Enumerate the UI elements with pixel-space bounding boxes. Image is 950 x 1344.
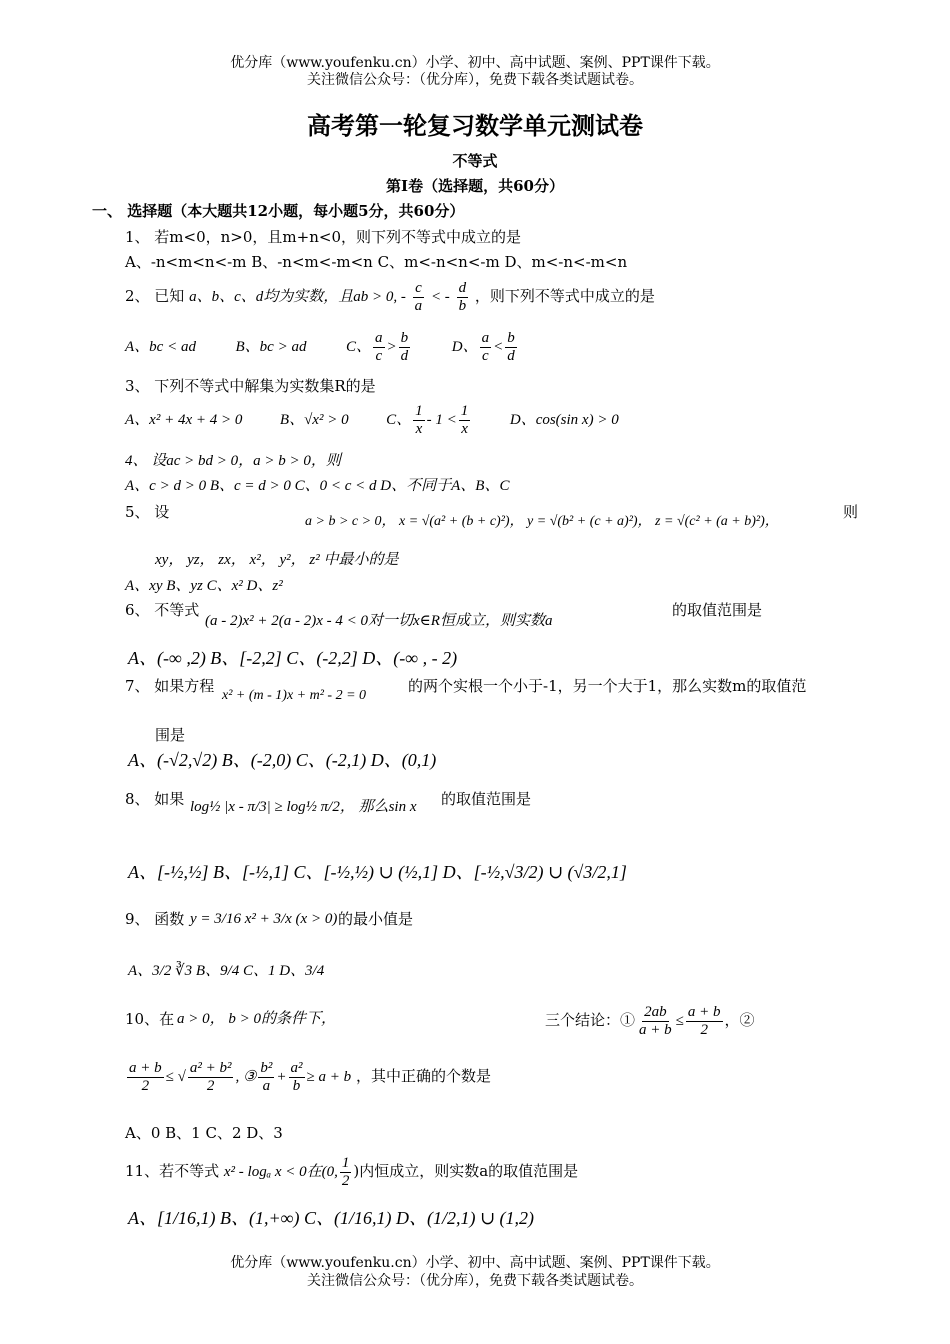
q3-option-c-mid: - 1 < <box>426 412 457 428</box>
q9-post: 的最小值是 <box>338 910 414 928</box>
q11-pre: 11、若不等式 <box>125 1162 220 1180</box>
q3-option-d: D、cos(sin x) > 0 <box>509 412 619 428</box>
subtitle: 不等式 <box>452 152 498 170</box>
q9-options: A、3/2 ∛3 B、9/4 C、1 D、3/4 <box>128 963 325 979</box>
q10-c2: ，② <box>724 1011 755 1029</box>
section-heading: 一、 选择题（本大题共12小题，每小题5分，共60分） <box>92 202 465 220</box>
q7-formula: x² + (m - 1)x + m² - 2 = 0 <box>222 688 367 703</box>
q10-c1: ≤ <box>675 1013 684 1029</box>
q8-post: 的取值范围是 <box>441 790 532 808</box>
q1-stem: 1、 若m<0，n>0，且m+n<0，则下列不等式中成立的是 <box>125 228 521 246</box>
header-line-1: 优分库（www.youfenku.cn）小学、初中、高中试题、案例、PPT课件下载。 <box>230 55 720 71</box>
header-line-2: 关注微信公众号：（优分库），免费下载各类试题试卷。 <box>307 72 643 88</box>
q9-pre: 9、 函数 <box>125 910 185 928</box>
q6-options: A、(-∞ ,2) B、[-2,2] C、(-2,2] D、(-∞ , - 2) <box>128 648 458 668</box>
q10-line2: $\frac{a + b}{2}$ ≤ √ $\frac{\text{a² + b²}}{2}$ , ③ $\frac{\text{b²}}{a}$ + $\frac{\text{a²}}{b}$ ≥ a + b ，其中正确的个数是 <box>129 1060 491 1094</box>
q7-options: A、(-√2,√2) B、(-2,0) C、(-2,1) D、(0,1) <box>128 750 437 770</box>
footer-line-2: 关注微信公众号：（优分库），免费下载各类试题试卷。 <box>307 1273 643 1289</box>
q2-option-c: C、 <box>346 339 372 355</box>
q2-math: a、b、c、d均为实数，且ab > 0, - <box>189 289 406 305</box>
q5-pre: 5、 设 <box>125 503 170 521</box>
footer-line-1: 优分库（www.youfenku.cn）小学、初中、高中试题、案例、PPT课件下载。 <box>230 1255 720 1271</box>
part-heading: 第Ⅰ卷（选择题，共60分） <box>386 177 564 195</box>
q9-formula: y = 3/16 x² + 3/x (x > 0) <box>190 911 338 927</box>
q8-pre: 8、 如果 <box>125 790 185 808</box>
q2-post: ，则下列不等式中成立的是 <box>474 287 655 305</box>
page-title: 高考第一轮复习数学单元测试卷 <box>307 111 643 140</box>
q10-pre: 10、在 <box>125 1010 175 1028</box>
q7-post: 的两个实根一个小于-1，另一个大于1，那么实数m的取值范 <box>408 677 807 695</box>
q10-options: A、0 B、1 C、2 D、3 <box>125 1124 283 1142</box>
q10-conc: 三个结论：① <box>545 1011 636 1029</box>
q7-pre: 7、 如果方程 <box>125 677 215 695</box>
q2-stem: 2、 已知 a、b、c、d均为实数，且ab > 0, - $\frac{c}{a}$ < - $\frac{d}{b}$ ，则下列不等式中成立的是 <box>125 280 655 314</box>
q2-option-d: D、 <box>451 339 478 355</box>
q3-option-c: C、 <box>386 412 412 428</box>
q11-post: )内恒成立，则实数a的取值范围是 <box>353 1162 579 1180</box>
q8-formula: log½ |x - π/3| ≥ log½ π/2， 那么sin x <box>190 799 417 815</box>
q5-formula: a > b > c > 0， x = √(a² + (b + c)²)， y = √(b² + (c + a)²)， z = √(c² + (a + b)²)， <box>305 514 779 529</box>
q10-conclusions: 三个结论：① $\frac{2ab}{a + b}$ ≤ $\frac{a + b}{2}$ ，② <box>545 1004 755 1038</box>
q2-mid: < - <box>430 289 450 305</box>
q3-option-a: A、x² + 4x + 4 > 0 <box>125 412 243 428</box>
q6-post: 的取值范围是 <box>672 601 763 619</box>
q7-post2: 围是 <box>155 726 186 744</box>
q4-stem: 4、 设ac > bd > 0，a > b > 0，则 <box>125 453 341 469</box>
q11-formula: x² - logₐ x < 0在(0, <box>223 1164 338 1180</box>
q11-options: A、[1/16,1) B、(1,+∞) C、(1/16,1) D、(1/2,1) ∪ (1,2) <box>128 1208 535 1228</box>
q2-option-b: B、bc > ad <box>235 339 307 355</box>
q3-options: A、x² + 4x + 4 > 0 B、√x² > 0 C、 $\frac{1}{x}$ - 1 < $\frac{1}{x}$ D、cos(sin x) > 0 <box>125 403 619 437</box>
q5-then: 则 <box>843 503 859 521</box>
q3-option-b: B、√x² > 0 <box>279 412 349 428</box>
q11-stem: 11、若不等式 x² - logₐ x < 0在(0, $\frac{1}{2}$ )内恒成立，则实数a的取值范围是 <box>125 1155 579 1189</box>
q1-options: A、-n<m<n<-m B、-n<m<-m<n C、m<-n<n<-m D、m<-n<-m<n <box>125 253 628 271</box>
q10-line2-post: ，其中正确的个数是 <box>355 1067 491 1085</box>
q2-option-a: A、bc < ad <box>125 339 196 355</box>
q6-formula: (a - 2)x² + 2(a - 2)x - 4 < 0对一切x∈R恒成立，则实数a <box>205 613 553 629</box>
q6-pre: 6、 不等式 <box>125 601 200 619</box>
q10-formula: a > 0， b > 0的条件下， <box>177 1011 336 1027</box>
q8-options: A、[-½,½] B、[-½,1] C、[-½,½) ∪ (½,1] D、[-½,√3/2) ∪ (√3/2,1] <box>128 862 627 882</box>
q2-options: A、bc < ad B、bc > ad C、 $\frac{a}{c}$ > $\frac{b}{d}$ D、 $\frac{a}{c}$ < $\frac{b}{d}$ <box>125 330 515 364</box>
q2-pre: 2、 已知 <box>125 287 185 305</box>
q4-options: A、c > d > 0 B、c = d > 0 C、0 < c < d D、不同于A、B、C <box>125 478 510 494</box>
q5-line2: xy， yz， zx， x²， y²， z² 中最小的是 <box>155 552 399 568</box>
q5-options: A、xy B、yz C、x² D、z² <box>125 578 283 594</box>
q3-stem: 3、 下列不等式中解集为实数集R的是 <box>125 377 376 395</box>
